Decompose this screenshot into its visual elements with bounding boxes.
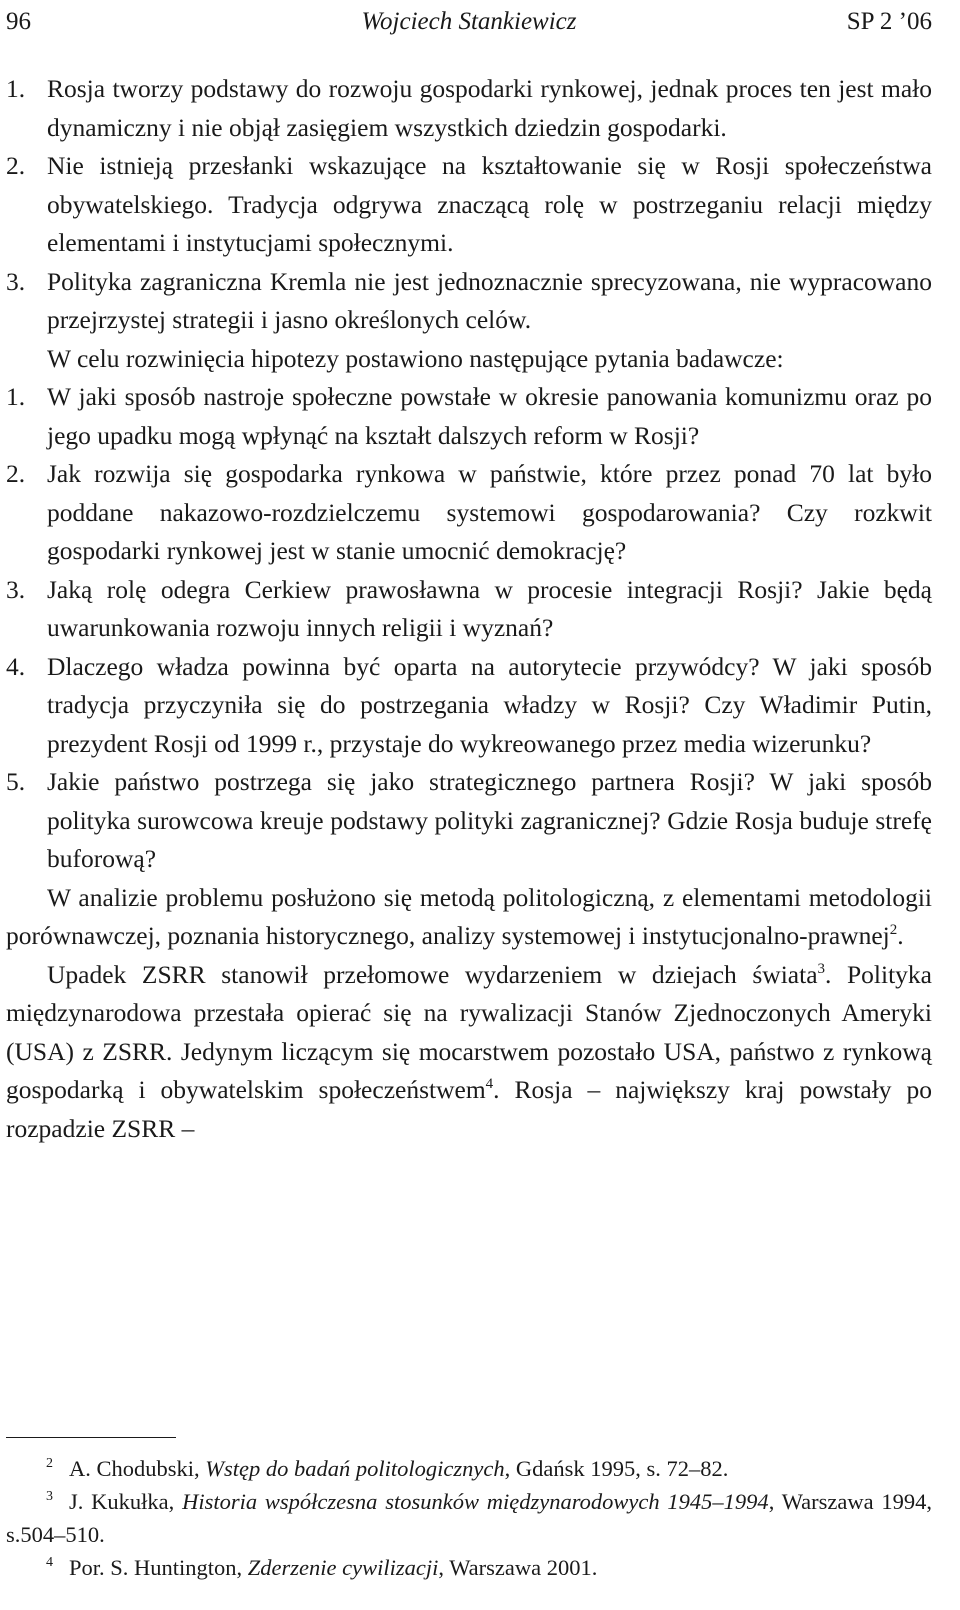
footnote-title: Zderzenie cywilizacji: [247, 1555, 439, 1580]
history-text-2: . Polityka międzynarodowa przestała opierać się na rywalizacji Stanów Zjednoczonych Ameryki (USA) z ZSRR. Jedynym liczącym się mocarstwem pozostało USA, państwo z rynkową gospodarką i obywatelskim społeczeństwem: [6, 959, 932, 1104]
footnote: [6, 1452, 932, 1485]
history-paragraph: [6, 956, 932, 1149]
footnote-mark: 2: [46, 1456, 53, 1471]
question-number: 1.: [6, 382, 26, 411]
thesis-text: Polityka zagraniczna Kremla nie jest jednoznacznie sprecyzowana, nie wypracowano przejrzystej strategii i jasno określonych celów.: [47, 266, 932, 334]
question-item: [6, 648, 932, 764]
footnote-rest: , Gdańsk 1995, s. 72–82.: [504, 1456, 729, 1481]
method-text: W analizie problemu posłużono się metodą politologiczną, z elementami metodologii porównawczej, poznania historycznego, analizy systemowej i instytucjonalno-prawnej: [6, 882, 932, 950]
footnote-title: Historia współczesna stosunków międzynarodowych 1945–1994: [182, 1489, 769, 1514]
main-text: [6, 70, 932, 1148]
thesis-number: 2.: [6, 151, 26, 180]
method-end: .: [897, 921, 904, 950]
question-text: Jakie państwo postrzega się jako strategicznego partnera Rosji? W jaki sposób polityka surowcowa kreuje podstawy polityki zagranicznej? Gdzie Rosja buduje strefę buforową?: [47, 767, 932, 873]
thesis-number: 1.: [6, 74, 26, 103]
footnotes: [6, 1452, 932, 1584]
footnote-author: J. Kukułka,: [69, 1489, 183, 1514]
thesis-text: Rosja tworzy podstawy do rozwoju gospodarki rynkowej, jednak proces ten jest mało dynamiczny i nie objął zasięgiem wszystkich dziedzin gospodarki.: [47, 74, 932, 142]
question-text: W jaki sposób nastroje społeczne powstałe w okresie panowania komunizmu oraz po jego upadku mogą wpłynąć na kształt dalszych reform w Rosji?: [47, 382, 932, 450]
question-number: 3.: [6, 574, 26, 604]
question-item: [6, 571, 932, 648]
page-number: 96: [6, 8, 31, 35]
method-paragraph: [6, 879, 932, 956]
footnote-ref[interactable]: 4: [485, 1076, 494, 1092]
history-text-1: Upadek ZSRR stanowił przełomowe wydarzeniem w dziejach świata: [47, 959, 818, 989]
thesis-number: 3.: [6, 266, 26, 296]
thesis-item: [6, 263, 932, 340]
question-number: 4.: [6, 651, 26, 681]
running-header: [6, 2, 932, 42]
thesis-item: [6, 147, 932, 263]
question-item: [6, 763, 932, 879]
question-number: 5.: [6, 767, 26, 796]
thesis-item: [6, 70, 932, 147]
footnote-rest: , Warszawa 2001.: [438, 1555, 598, 1580]
footnote-author: Por. S. Huntington,: [69, 1555, 248, 1580]
footnote-separator: [6, 1437, 176, 1438]
footnote: [6, 1485, 932, 1551]
question-text: Dlaczego władza powinna być oparta na autorytecie przywódcy? W jaki sposób tradycja przyczyniła się do postrzegania władzy w Rosji? Czy Władimir Putin, prezydent Rosji od 1999 r., przystaje do wykreowanego przez media wizerunku?: [47, 651, 932, 758]
footnote: [6, 1551, 932, 1584]
question-text: Jaką rolę odegra Cerkiew prawosławna w procesie integracji Rosji? Jakie będą uwarunkowania rozwoju innych religii i wyznań?: [47, 574, 932, 642]
journal-issue: SP 2 ’06: [846, 8, 932, 35]
running-author: Wojciech Stankiewicz: [361, 8, 577, 35]
footnote-ref[interactable]: 2: [889, 922, 898, 938]
history-text-3: . Rosja – największy kraj powstały po rozpadzie ZSRR –: [6, 1075, 932, 1143]
footnote-title: Wstęp do badań politologicznych: [205, 1456, 505, 1481]
footnote-mark: 4: [46, 1555, 53, 1570]
footnote-author: A. Chodubski,: [69, 1456, 206, 1481]
question-number: 2.: [6, 459, 26, 488]
thesis-text: Nie istnieją przesłanki wskazujące na kształtowanie się w Rosji społeczeństwa obywatelskiego. Tradycja odgrywa znaczącą rolę w postrzeganiu relacji między elementami i instytucjami społecznymi.: [47, 151, 932, 257]
footnote-mark: 3: [46, 1489, 53, 1504]
footnote-rest: , Warszawa 1994, s.504–510.: [6, 1489, 932, 1547]
footnote-ref[interactable]: 3: [817, 960, 826, 977]
question-item: [6, 378, 932, 455]
questions-intro: W celu rozwinięcia hipotezy postawiono następujące pytania badawcze:: [47, 343, 784, 373]
question-text: Jak rozwija się gospodarka rynkowa w państwie, które przez ponad 70 lat było poddane nakazowo-rozdzielczemu systemowi gospodarowania? Czy rozkwit gospodarki rynkowej jest w stanie umocnić demokrację?: [47, 459, 932, 565]
question-item: [6, 455, 932, 571]
